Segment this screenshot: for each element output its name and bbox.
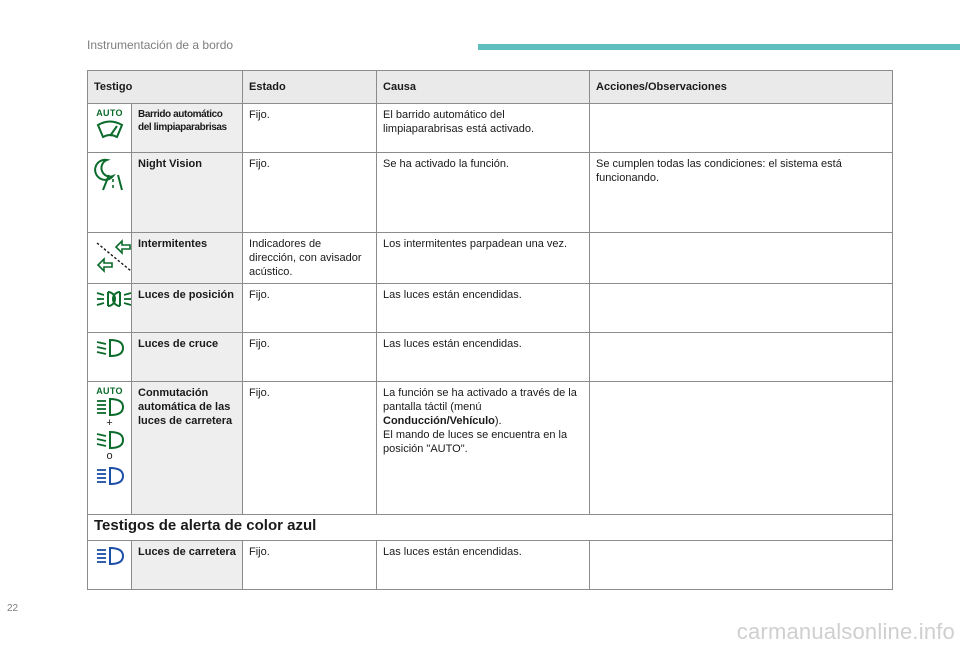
row-acciones — [590, 541, 893, 590]
low-beam-icon — [94, 337, 126, 359]
causa-text: La función se ha activado a través de la pantalla táctil (menú — [383, 387, 577, 413]
row-causa: Los intermitentes parpadean una vez. — [377, 233, 590, 284]
row-estado: Fijo. — [243, 382, 377, 515]
section-header-title: Instrumentación de a bordo — [87, 38, 234, 52]
table-header-row — [88, 71, 893, 104]
icon-cell — [88, 541, 132, 590]
page-number: 22 — [7, 603, 19, 614]
low-beam-icon — [94, 430, 126, 450]
icon-cell — [88, 233, 132, 284]
row-name: Intermitentes — [132, 233, 243, 284]
row-name: Luces de cruce — [132, 333, 243, 382]
icon-cell — [88, 382, 132, 515]
row-causa: Se ha activado la función. — [377, 153, 590, 233]
causa-text-2: El mando de luces se encuentra en la posición "AUTO". — [383, 429, 568, 455]
row-estado: Fijo. — [243, 104, 377, 153]
or-conjunction: o — [106, 450, 113, 462]
row-estado: Fijo. — [243, 333, 377, 382]
icon-cell — [88, 284, 132, 333]
auto-high-beam-icon — [94, 397, 126, 417]
row-name: Barrido automático del limpiaparabrisas — [132, 104, 243, 153]
icon-cell — [88, 153, 132, 233]
table-row — [88, 233, 893, 284]
auto-label: AUTO — [96, 108, 123, 118]
row-causa: El barrido automático del limpiaparabrisas está activado. — [377, 104, 590, 153]
turn-signals-icon — [94, 237, 134, 275]
section-heading-row — [88, 515, 893, 541]
header-accent-bar — [478, 44, 960, 50]
row-acciones — [590, 382, 893, 515]
table-row — [88, 104, 893, 153]
row-estado: Fijo. — [243, 284, 377, 333]
row-name: Luces de carretera — [132, 541, 243, 590]
row-causa: Las luces están encendidas. — [377, 541, 590, 590]
auto-label: AUTO — [96, 386, 123, 396]
row-estado: Indicadores de dirección, con avisador acústico. — [243, 233, 377, 284]
icon-cell — [88, 333, 132, 382]
row-acciones — [590, 104, 893, 153]
header-causa: Causa — [377, 71, 590, 104]
row-causa — [377, 382, 590, 515]
header-acciones: Acciones/Observaciones — [590, 71, 893, 104]
row-name: Conmutación automática de las luces de carretera — [132, 382, 243, 515]
header-testigo: Testigo — [88, 71, 243, 104]
table-row — [88, 333, 893, 382]
blue-section-title: Testigos de alerta de color azul — [88, 515, 893, 541]
row-estado: Fijo. — [243, 541, 377, 590]
table-row — [88, 284, 893, 333]
row-causa: Las luces están encendidas. — [377, 333, 590, 382]
header-estado: Estado — [243, 71, 377, 104]
plus-conjunction: + — [106, 417, 113, 429]
high-beam-icon — [94, 466, 126, 486]
table-row — [88, 541, 893, 590]
row-estado: Fijo. — [243, 153, 377, 233]
icon-cell — [88, 104, 132, 153]
row-acciones — [590, 284, 893, 333]
auto-wiper-icon — [95, 119, 125, 141]
watermark: carmanualsonline.info — [736, 619, 955, 644]
table-row — [88, 382, 893, 515]
row-acciones — [590, 233, 893, 284]
high-beam-icon — [94, 545, 126, 567]
menu-path: Conducción/Vehículo — [383, 415, 495, 427]
row-acciones — [590, 333, 893, 382]
causa-text-end: ). — [494, 415, 502, 427]
warning-lights-table — [87, 70, 893, 590]
row-name: Luces de posición — [132, 284, 243, 333]
table-row — [88, 153, 893, 233]
row-name: Night Vision — [132, 153, 243, 233]
row-causa: Las luces están encendidas. — [377, 284, 590, 333]
position-lights-icon — [94, 288, 134, 310]
row-acciones: Se cumplen todas las condiciones: el sistema está funcionando. — [590, 153, 893, 233]
night-vision-icon — [94, 157, 126, 191]
